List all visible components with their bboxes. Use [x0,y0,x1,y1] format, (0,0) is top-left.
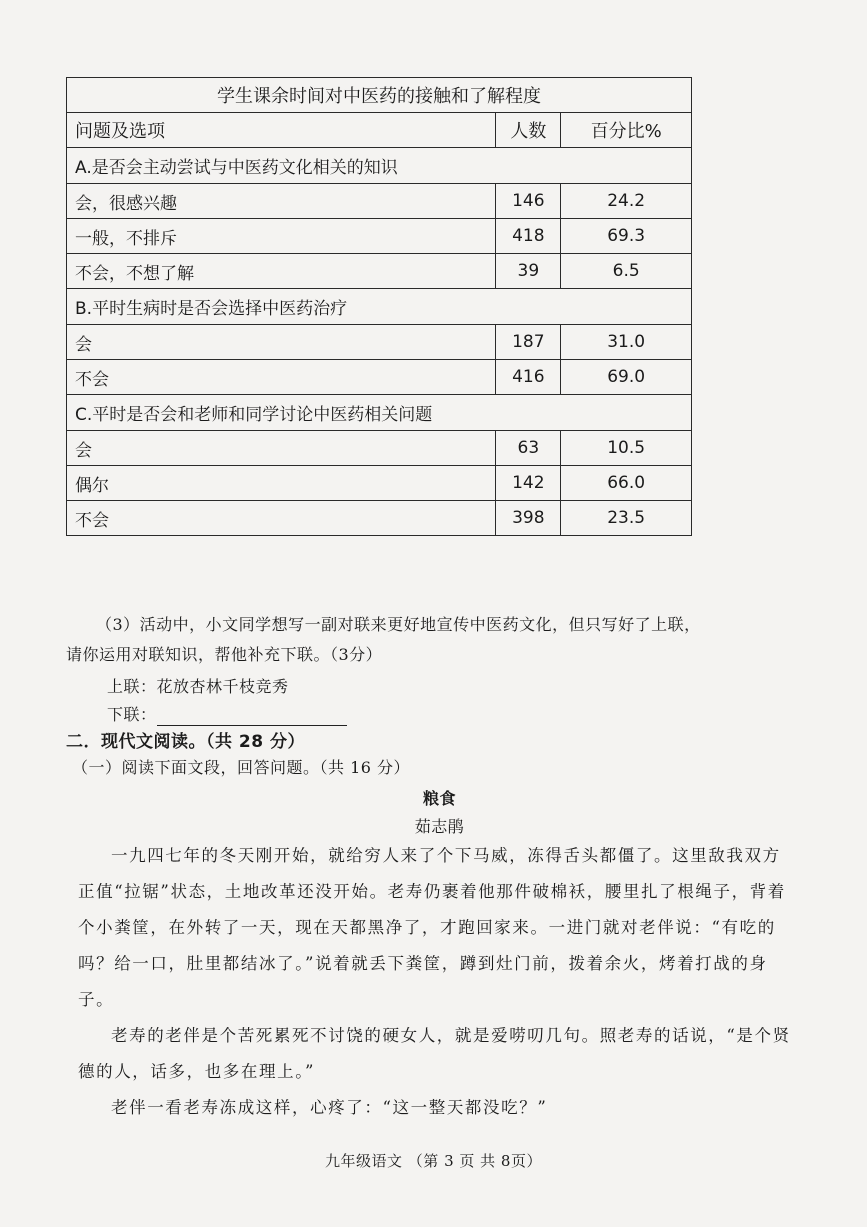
header-percent: 百分比% [561,113,692,148]
option: 一般，不排斥 [67,219,496,254]
page-footer: 九年级语文 （第 3 页 共 8页） [325,1152,542,1170]
percent: 6.5 [561,254,692,289]
table-title: 学生课余时间对中医药的接触和了解程度 [67,78,692,113]
option: 偶尔 [67,466,496,501]
option: 会 [67,325,496,360]
percent: 23.5 [561,501,692,536]
table-row [67,501,692,536]
percent: 69.0 [561,360,692,395]
option: 不会 [67,360,496,395]
q3-line1: （3）活动中，小文同学想写一副对联来更好地宣传中医药文化，但只写好了上联， [96,615,701,634]
answer-blank[interactable] [157,709,347,726]
percent: 66.0 [561,466,692,501]
survey-table [66,77,692,536]
count: 398 [496,501,561,536]
header-question: 问题及选项 [67,113,496,148]
count: 146 [496,184,561,219]
option: 会，很感兴趣 [67,184,496,219]
article-paragraph: 老寿的老伴是个苦死累死不讨饶的硬女人，就是爱唠叨几句。照老寿的话说，“是个贤德的人，话多，也多在理上。” [78,1026,791,1081]
count: 63 [496,431,561,466]
percent: 69.3 [561,219,692,254]
article-paragraph: 老伴一看老寿冻成这样，心疼了：“这一整天都没吃？” [111,1098,548,1117]
percent: 31.0 [561,325,692,360]
section-heading: 二．现代文阅读。（共 28 分） [66,732,305,752]
lower-couplet-row [107,704,347,726]
table-row [67,431,692,466]
option: 不会，不想了解 [67,254,496,289]
article-title: 粮食 [422,789,456,808]
table-row [67,219,692,254]
upper-couplet: 上联：花放杏林千枝竞秀 [107,677,289,696]
option: 不会 [67,501,496,536]
percent: 10.5 [561,431,692,466]
table-row [67,254,692,289]
question-a: A.是否会主动尝试与中医药文化相关的知识 [67,148,692,184]
count: 187 [496,325,561,360]
question-b: B.平时生病时是否会选择中医药治疗 [67,289,692,325]
option: 会 [67,431,496,466]
count: 142 [496,466,561,501]
table-row [67,325,692,360]
article-body [78,838,793,1126]
subsection-heading: （一）阅读下面文段，回答问题。（共 16 分） [72,758,411,777]
count: 39 [496,254,561,289]
table-row [67,466,692,501]
article-author: 茹志鹃 [414,817,465,836]
header-count: 人数 [496,113,561,148]
article-paragraph: 一九四七年的冬天刚开始，就给穷人来了个下马威，冻得舌头都僵了。这里敌我双方正值“拉锯”状态，土地改革还没开始。老寿仍裹着他那件破棉袄，腰里扎了根绳子，背着个小粪筐，在外转了一天，现在天都黑净了，才跑回家来。一进门就对老伴说：“有吃的吗？给一口，肚里都结冰了。”说着就丢下粪筐，蹲到灶门前，拨着余火，烤着打战的身子。 [78,846,786,1009]
lower-couplet-label: 下联： [107,705,157,724]
count: 416 [496,360,561,395]
q3-line2: 请你运用对联知识，帮他补充下联。（3分） [66,645,383,664]
question-c: C.平时是否会和老师和同学讨论中医药相关问题 [67,395,692,431]
table-row [67,184,692,219]
count: 418 [496,219,561,254]
table-row [67,360,692,395]
percent: 24.2 [561,184,692,219]
